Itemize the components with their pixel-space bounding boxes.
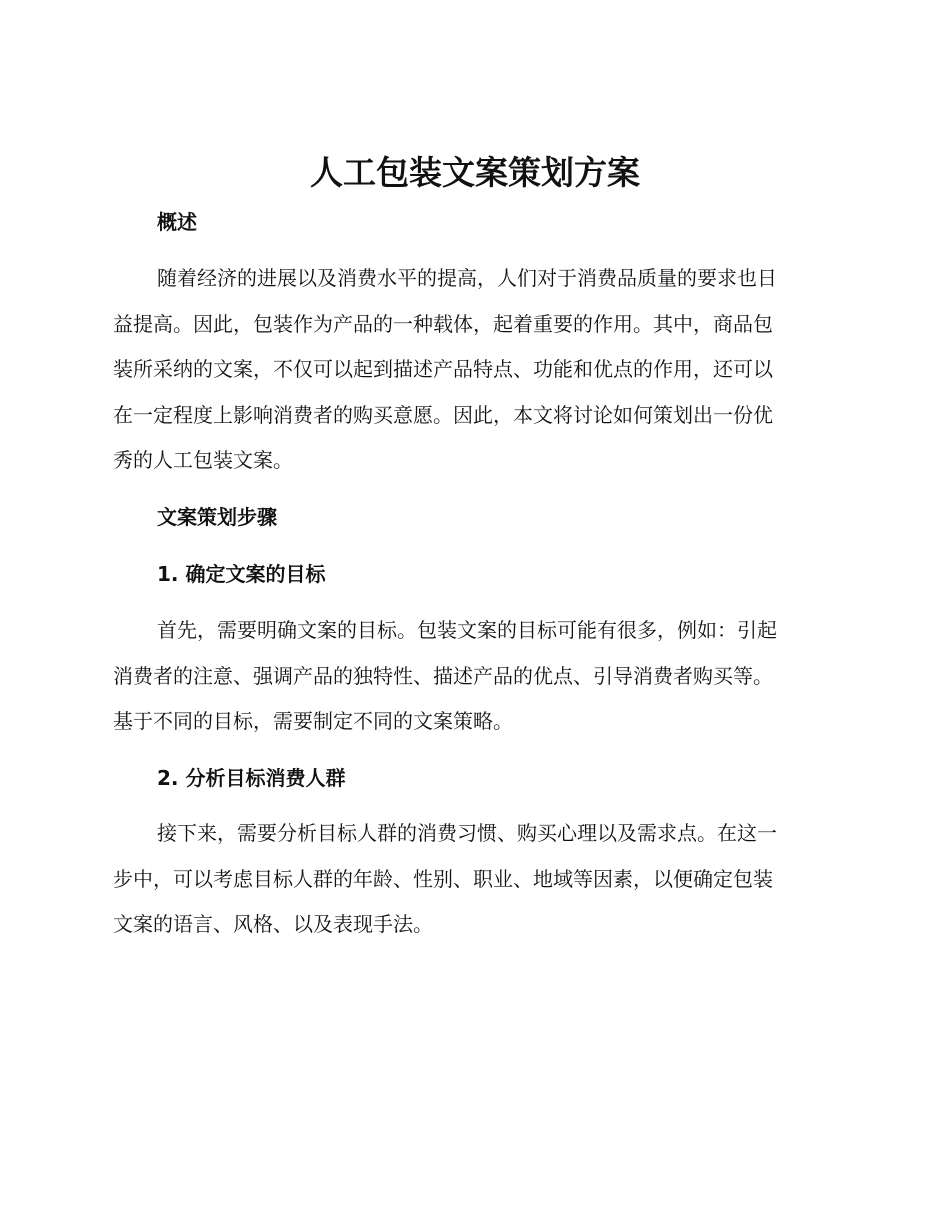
steps-heading: 文案策划步骤 xyxy=(157,505,277,529)
paragraph-line: 消费者的注意、强调产品的独特性、描述产品的优点、引导消费者购买等。 xyxy=(113,663,773,688)
paragraph-line: 步中，可以考虑目标人群的年龄、性别、职业、地域等因素，以便确定包装 xyxy=(113,866,773,891)
document-title: 人工包装文案策划方案 xyxy=(310,153,640,192)
paragraph-line: 文案的语言、风格、以及表现手法。 xyxy=(113,912,433,936)
step2-paragraph xyxy=(113,811,833,948)
overview-heading: 概述 xyxy=(157,210,197,234)
paragraph-line: 基于不同的目标，需要制定不同的文案策略。 xyxy=(113,709,513,733)
paragraph-line: 装所采纳的文案，不仅可以起到描述产品特点、功能和优点的作用，还可以 xyxy=(113,357,773,381)
paragraph-line: 在一定程度上影响消费者的购买意愿。因此，本文将讨论如何策划出一份优 xyxy=(113,402,773,427)
paragraph-line: 益提高。因此，包装作为产品的一种载体，起着重要的作用。其中，商品包 xyxy=(113,311,773,336)
paragraph-line: 首先，需要明确文案的目标。包装文案的目标可能有很多，例如：引起 xyxy=(157,618,777,642)
overview-paragraph xyxy=(113,256,833,484)
step1-paragraph xyxy=(113,608,833,745)
paragraph-line: 秀的人工包装文案。 xyxy=(113,448,293,472)
step1-heading: 1. 确定文案的目标 xyxy=(157,562,326,586)
step2-heading: 2. 分析目标消费人群 xyxy=(157,766,346,790)
paragraph-line: 接下来，需要分析目标人群的消费习惯、购买心理以及需求点。在这一 xyxy=(157,821,777,845)
paragraph-line: 随着经济的进展以及消费水平的提高，人们对于消费品质量的要求也日 xyxy=(157,266,777,290)
